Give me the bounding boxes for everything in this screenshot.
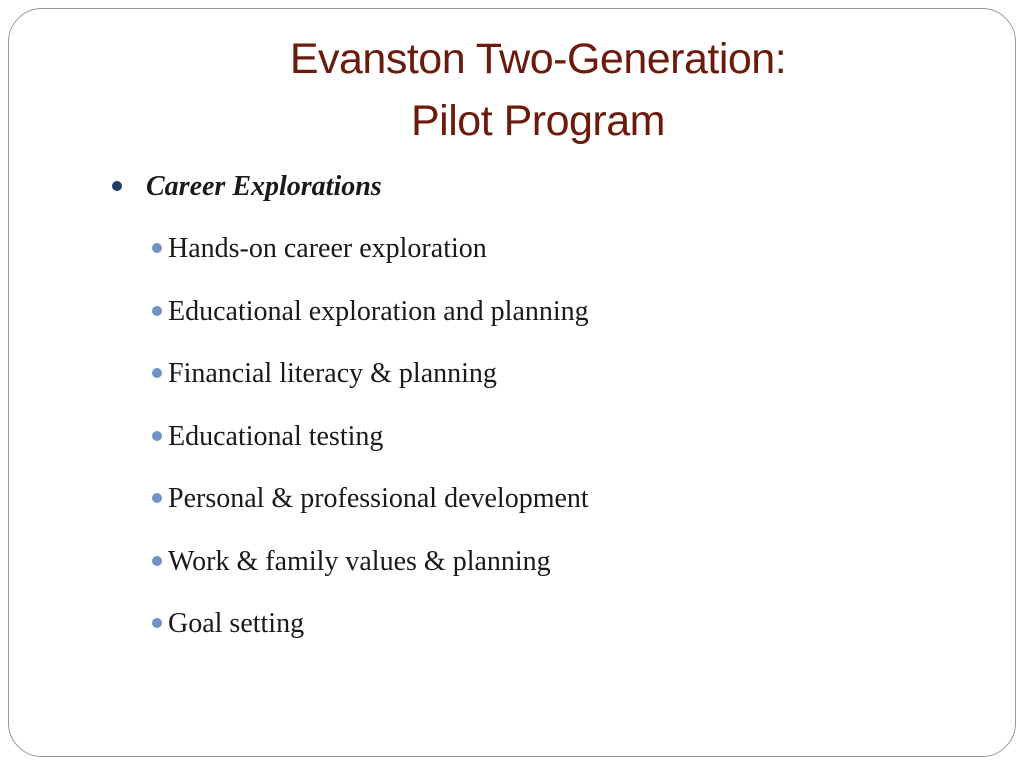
bullet-dot-icon <box>152 618 162 628</box>
list-item <box>152 417 383 457</box>
heading-text: Career Explorations <box>146 171 382 202</box>
title-line-2: Pilot Program <box>411 97 665 145</box>
list-item-text: Work & family values & planning <box>168 546 551 577</box>
list-item-text: Financial literacy & planning <box>168 358 497 389</box>
list-item-text: Personal & professional development <box>168 483 589 514</box>
bullet-dot-icon <box>152 556 162 566</box>
bullet-dot-icon <box>152 243 162 253</box>
list-item <box>152 292 589 332</box>
list-item <box>152 229 487 269</box>
bullet-dot-icon <box>152 431 162 441</box>
list-item <box>152 479 589 519</box>
bullet-heading <box>112 167 382 207</box>
bullet-dot-icon <box>152 493 162 503</box>
bullet-dot-icon <box>152 368 162 378</box>
title-line-1: Evanston Two-Generation: <box>289 35 787 83</box>
list-item <box>152 542 551 582</box>
bullet-dot-icon <box>112 181 122 191</box>
list-item-text: Educational exploration and planning <box>168 296 589 327</box>
list-item-text: Hands-on career exploration <box>168 233 487 264</box>
bullet-dot-icon <box>152 306 162 316</box>
list-item <box>152 354 497 394</box>
slide-title <box>0 28 1024 152</box>
list-item-text: Goal setting <box>168 608 305 639</box>
list-item-text: Educational testing <box>168 421 384 452</box>
list-item <box>152 604 304 644</box>
